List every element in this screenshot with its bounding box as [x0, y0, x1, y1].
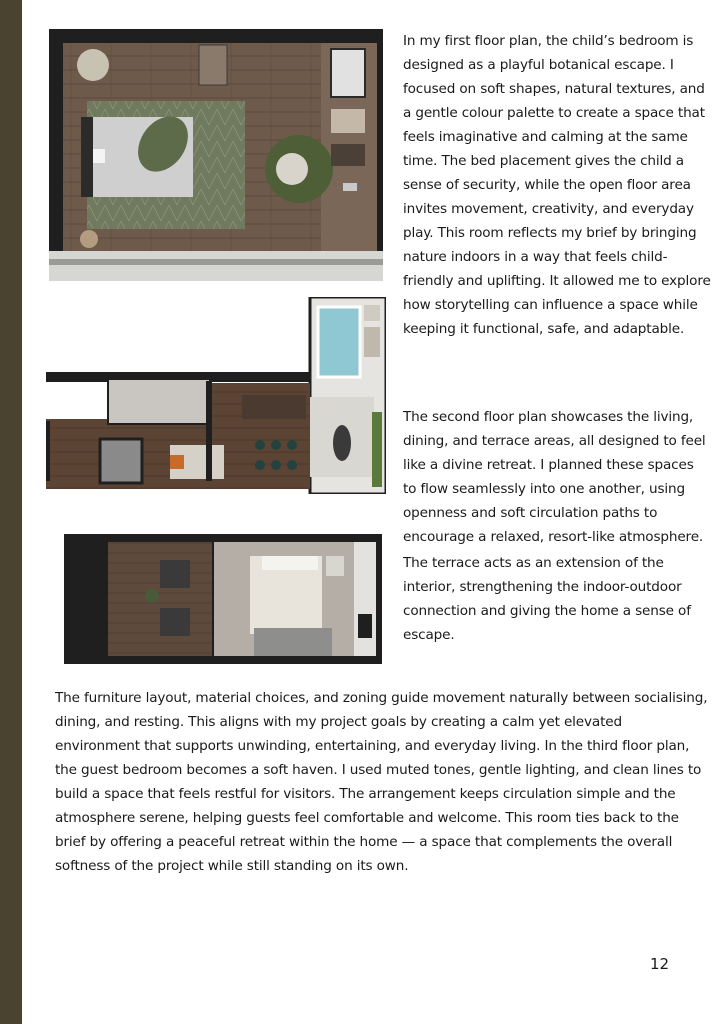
floor-plan-1-child-bedroom — [49, 29, 383, 281]
floor-plan-3-guest-bedroom — [64, 534, 382, 664]
page-number: 12 — [650, 955, 670, 973]
page-sidebar-stripe — [0, 0, 22, 1024]
paragraph-terrace: The terrace acts as an extension of the interior, strengthening the indoor-outdoor connection and giving the home a sense of escape. — [403, 555, 691, 643]
paragraph-living-dining: The second floor plan showcases the living, dining, and terrace areas, all designed to feel like a divine retreat. I planned these spaces to flow seamlessly into one another, using openness and soft circulation paths to encourage a relaxed, resort-like atmosphere. — [403, 409, 706, 545]
floor-plan-2-living-dining-terrace — [46, 297, 386, 494]
paragraph-child-bedroom: In my first floor plan, the child’s bedroom is designed as a playful botanical escape. I focused on soft shapes, natural textures, and a gentle colour palette to create a space that feels imaginative and calming at the same time. The bed placement gives the child a sense of security, while the open floor area invites movement, creativity, and everyday play. This room reflects my brief by bringing nature indoors in a way that feels child-friendly and uplifting. It allowed me to explore how storytelling can influence a space while keeping it functional, safe, and adaptable. — [403, 33, 711, 337]
paragraph-furniture-layout: The furniture layout, material choices, and zoning guide movement naturally between socialising, dining, and resting. This aligns with my project goals by creating a calm yet elevated environment that supports unwinding, entertaining, and everyday living. In the third floor plan, the guest bedroom becomes a soft haven. I used muted tones, gentle lighting, and clean lines to build a space that feels restful for visitors. The arrangement keeps circulation simple and the atmosphere serene, helping guests feel comfortable and welcome. This room ties back to the brief by offering a peaceful retreat within the home — a space that complements the overall softness of the project while still standing on its own. — [55, 690, 708, 874]
